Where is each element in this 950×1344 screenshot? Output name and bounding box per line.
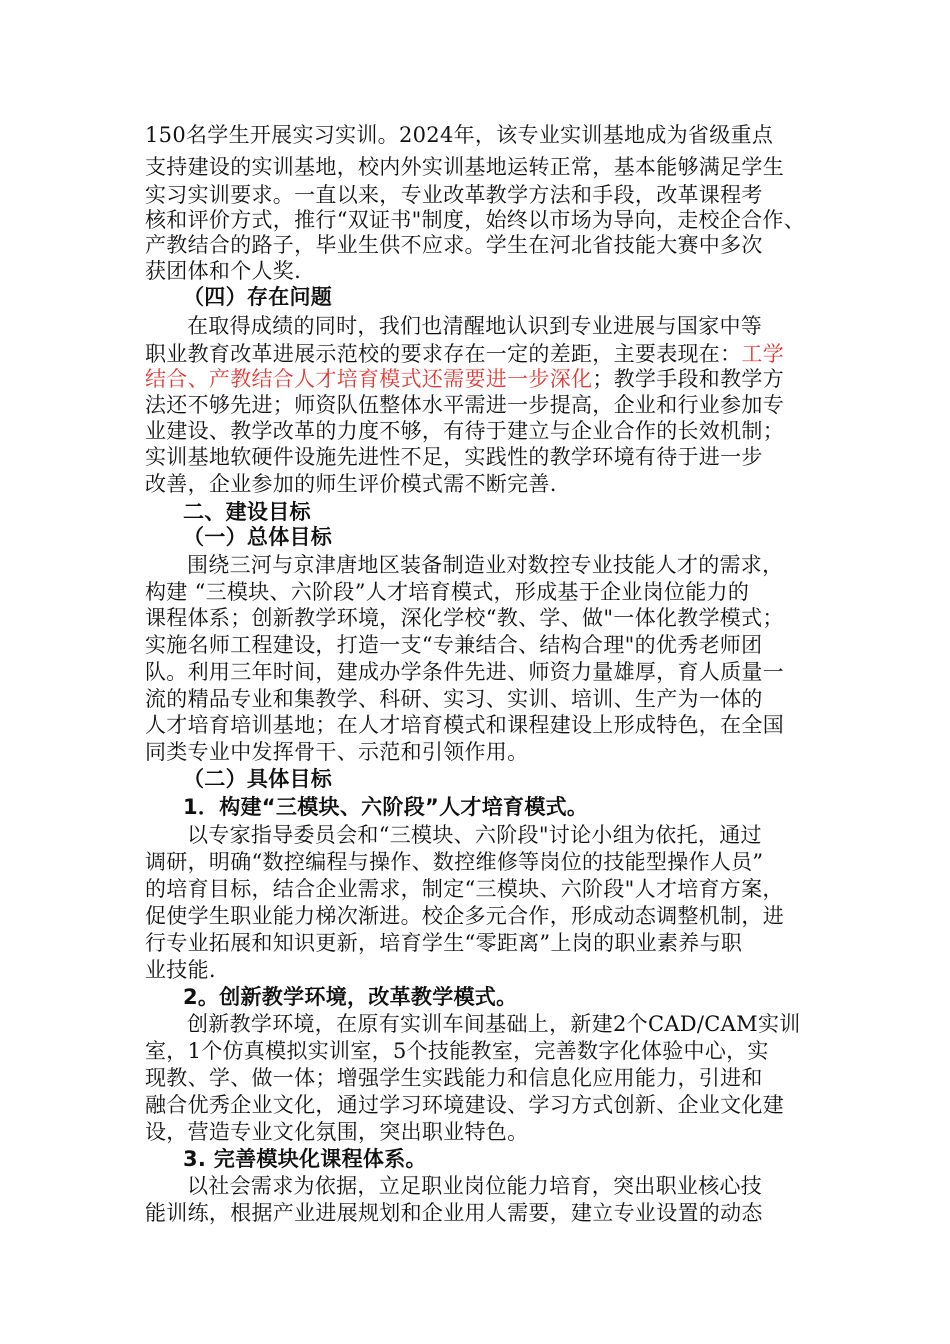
paragraph-line: 实施名师工程建设，打造一支“专兼结合、结构合理"的优秀老师团: [145, 633, 763, 657]
paragraph-line: 核和评价方式，推行“双证书"制度，始终以市场为导向，走校企合作、: [145, 208, 805, 232]
paragraph-line: 职业教育改革进展示范校的要求存在一定的差距，主要表现在：工学: [145, 342, 785, 366]
section-heading-specific: （二）具体目标: [183, 767, 333, 791]
paragraph-line: 业建设、教学改革的力度不够，有待于建立与企业合作的长效机制；: [145, 419, 784, 443]
paragraph-line: 流的精品专业和集教学、科研、实习、实训、培训、生产为一体的: [145, 687, 763, 711]
paragraph-line: 调研，明确“数控编程与操作、数控维修等岗位的技能型操作人员”: [145, 850, 764, 874]
paragraph-line: 产教结合的路子，毕业生供不应求。学生在河北省技能大赛中多次: [145, 233, 763, 257]
paragraph-line: 围绕三河与京津唐地区装备制造业对数控专业技能人才的需求，: [187, 553, 784, 577]
subheading-2: 2。创新教学环境，改革教学模式。: [183, 985, 518, 1009]
section-heading-problems: （四）存在问题: [183, 285, 333, 309]
subheading-1: 1．构建“三模块、六阶段”人才培育模式。: [183, 795, 589, 819]
paragraph-line: 能训练，根据产业进展规划和企业用人需要，建立专业设置的动态: [145, 1201, 763, 1225]
paragraph-line: 的培育目标，结合企业需求，制定“三模块、六阶段"人才培育方案，: [145, 877, 784, 901]
paragraph-line: 构建 “三模块、六阶段”人才培育模式，形成基于企业岗位能力的: [145, 580, 750, 604]
paragraph-line: 人才培育培训基地；在人才培育模式和课程建设上形成特色，在全国: [145, 713, 784, 737]
highlighted-text: 结合、产教结合人才培育模式还需要进一步深化: [145, 367, 593, 391]
paragraph-line: 实训基地软硬件设施先进性不足，实践性的教学环境有待于进一步: [145, 445, 763, 469]
paragraph-line: 结合、产教结合人才培育模式还需要进一步深化；教学手段和教学方: [145, 367, 785, 391]
subheading-3: 3. 完善模块化课程体系。: [183, 1147, 427, 1171]
paragraph-line: 设，营造专业文化氛围，突出职业特色。: [145, 1120, 529, 1144]
paragraph-line: 以专家指导委员会和“三模块、六阶段"讨论小组为依托，通过: [187, 823, 762, 847]
paragraph-line: 队。利用三年时间，建成办学条件先进、师资力量雄厚，育人质量一: [145, 660, 784, 684]
paragraph-line: 促使学生职业能力梯次渐进。校企多元合作，形成动态调整机制，进: [145, 904, 784, 928]
paragraph-line: 创新教学环境，在原有实训车间基础上，新建2个CAD/CAM实训: [187, 1012, 801, 1036]
paragraph-line: 课程体系；创新教学环境，深化学校“教、学、做"一体化教学模式；: [145, 606, 784, 630]
paragraph-line: 在取得成绩的同时，我们也清醒地认识到专业进展与国家中等: [187, 314, 763, 338]
paragraph-line: 室，1个仿真模拟实训室，5个技能教室，完善数字化体验中心，实: [145, 1039, 769, 1063]
paragraph-line: 支持建设的实训基地，校内外实训基地运转正常，基本能够满足学生: [145, 155, 784, 179]
paragraph-line: 获团体和个人奖.: [145, 259, 302, 283]
highlighted-text: 工学: [741, 342, 785, 366]
paragraph-line: 现教、学、做一体；增强学生实践能力和信息化应用能力，引进和: [145, 1066, 763, 1090]
section-heading-goals: 二、建设目标: [183, 500, 311, 524]
paragraph-line: 业技能.: [145, 958, 216, 982]
paragraph-line: 150名学生开展实习实训。2024年，该专业实训基地成为省级重点: [145, 123, 774, 147]
paragraph-line: 法还不够先进；师资队伍整体水平需进一步提高，企业和行业参加专: [145, 393, 784, 417]
paragraph-line: 以社会需求为依据，立足职业岗位能力培育，突出职业核心技: [187, 1174, 763, 1198]
section-heading-overall: （一）总体目标: [183, 525, 333, 549]
paragraph-line: 实习实训要求。一直以来，专业改革教学方法和手段，改革课程考: [145, 183, 763, 207]
paragraph-line: 同类专业中发挥骨干、示范和引领作用。: [145, 740, 529, 764]
paragraph-line: 行专业拓展和知识更新，培育学生“零距离”上岗的职业素养与职: [145, 931, 743, 955]
paragraph-line: 改善，企业参加的师生评价模式需不断完善.: [145, 472, 557, 496]
paragraph-line: 融合优秀企业文化，通过学习环境建设、学习方式创新、企业文化建: [145, 1093, 784, 1117]
